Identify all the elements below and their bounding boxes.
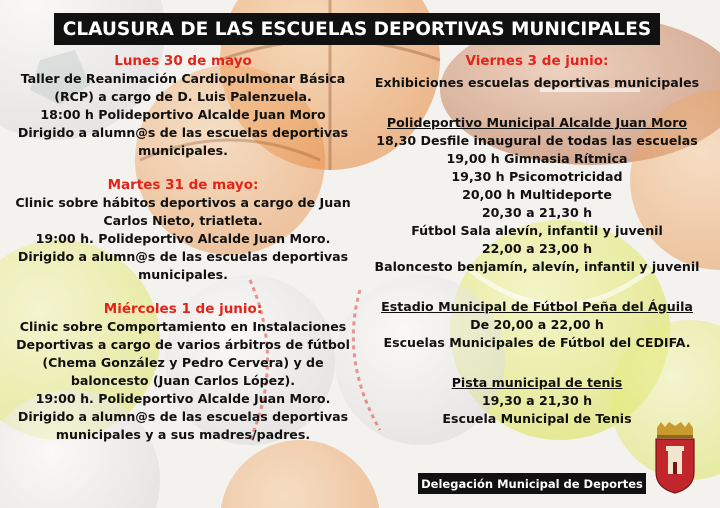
venue-line: De 20,00 a 22,00 h <box>470 317 604 332</box>
event-line: Deportivas a cargo de varios árbitros de fútbol <box>16 337 350 352</box>
schedule-line: 22,00 a 23,00 h <box>481 241 593 256</box>
event-line: 19:00 h. Polideportivo Alcalde Juan Moro. <box>35 391 331 406</box>
event-line: 18:00 h Polideportivo Alcalde Juan Moro <box>40 107 326 122</box>
venue-heading: Pista municipal de tenis <box>451 375 623 390</box>
venue-line: Escuela Municipal de Tenis <box>442 411 632 426</box>
event-line: baloncesto (Juan Carlos López). <box>70 373 296 388</box>
venue-line: Escuelas Municipales de Fútbol del CEDIFA. <box>383 335 691 350</box>
venue-heading: Estadio Municipal de Fútbol Peña del Águila <box>381 299 693 314</box>
schedule-line: 19,00 h Gimnasia Rítmica <box>446 151 628 166</box>
municipal-shield-icon <box>651 422 699 494</box>
venue-line: 19,30 a 21,30 h <box>481 393 593 408</box>
event-line: (RCP) a cargo de D. Luis Palenzuela. <box>54 89 312 104</box>
schedule-line: 20,00 h Multideporte <box>462 187 612 202</box>
schedule-line: Fútbol Sala alevín, infantil y juvenil <box>411 223 663 238</box>
event-line: Carlos Nieto, triatleta. <box>103 213 263 228</box>
event-line: Dirigido a alumn@s de las escuelas deportivas <box>17 249 349 264</box>
right-column <box>362 52 712 428</box>
event-line: Taller de Reanimación Cardiopulmonar Básica <box>20 71 346 86</box>
event-block-wednesday <box>8 300 358 444</box>
event-line: municipales y a sus madres/padres. <box>55 427 311 442</box>
event-heading-friday: Viernes 3 de junio: <box>465 53 609 69</box>
event-line: municipales. <box>138 267 228 282</box>
event-line: 19:00 h. Polideportivo Alcalde Juan Moro. <box>35 231 331 246</box>
event-intro: Exhibiciones escuelas deportivas municipales <box>374 75 700 90</box>
schedule-line: 20,30 a 21,30 h <box>481 205 593 220</box>
event-line: Clinic sobre hábitos deportivos a cargo de Juan <box>15 195 351 210</box>
event-line: Clinic sobre Comportamiento en Instalaciones <box>19 319 347 334</box>
event-heading: Lunes 30 de mayo <box>114 53 252 69</box>
event-line: municipales. <box>138 143 228 158</box>
schedule-line: Baloncesto benjamín, alevín, infantil y juvenil <box>374 259 700 274</box>
event-heading: Martes 31 de mayo: <box>107 177 259 193</box>
event-line: (Chema González y Pedro Cervera) y de <box>42 355 324 370</box>
event-heading: Miércoles 1 de junio: <box>103 301 263 317</box>
event-line: Dirigido a alumn@s de las escuelas deportivas <box>17 125 349 140</box>
event-block-monday <box>8 52 358 160</box>
page-title: CLAUSURA DE LAS ESCUELAS DEPORTIVAS MUNICIPALES <box>54 13 660 45</box>
event-block-tuesday <box>8 176 358 284</box>
event-line: Dirigido a alumn@s de las escuelas deportivas <box>17 409 349 424</box>
footer-banner: Delegación Municipal de Deportes <box>418 473 646 494</box>
schedule-line: 18,30 Desfile inaugural de todas las escuelas <box>376 133 698 148</box>
venue-heading: Polideportivo Municipal Alcalde Juan Moro <box>386 115 688 130</box>
schedule-line: 19,30 h Psicomotricidad <box>451 169 623 184</box>
left-column <box>8 52 358 455</box>
